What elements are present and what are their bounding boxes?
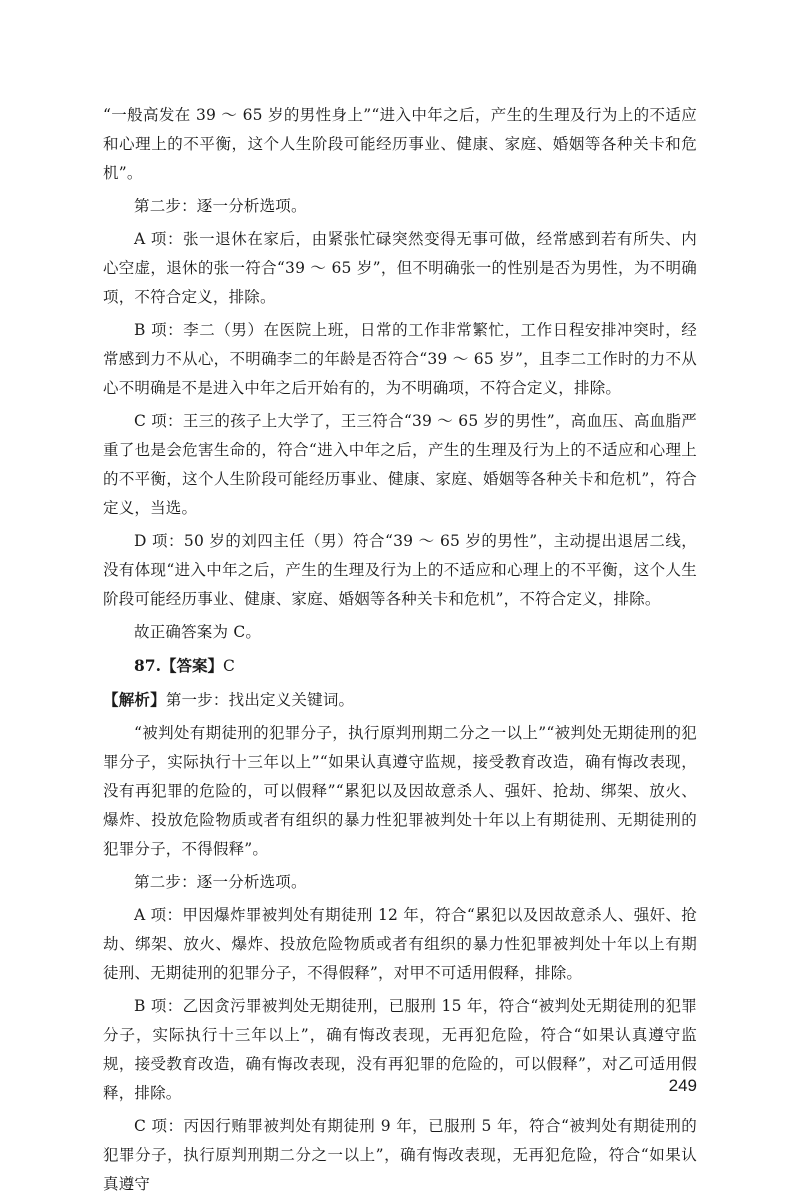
paragraph-parole-option-c: C 项：丙因行贿罪被判处有期徒刑 9 年，已服刑 5 年，符合“被判处有期徒刑的犯罪分子，执行原判刑期二分之一以上”，确有悔改表现，无再犯危险，符合“如果认真遵守 [103, 1117, 697, 1193]
analysis-text: 第一步：找出定义关键词。 [165, 691, 355, 709]
paragraph-parole-option-b: B 项：乙因贪污罪被判处无期徒刑，已服刑 15 年，符合“被判处无期徒刑的犯罪分子，实际执行十三年以上”，确有悔改表现，无再犯危险，符合“如果认真遵守监规，接受教育改造，确有悔改表现，没有再犯罪的危险的，可以假释”，对乙可适用假释，排除。 [103, 997, 697, 1102]
paragraph-parole-definition: “被判处有期徒刑的犯罪分子，执行原判刑期二分之一以上”“被判处无期徒刑的犯罪分子，实际执行十三年以上”“如果认真遵守监规，接受教育改造，确有悔改表现，没有再犯罪的危险的，可以假释”“累犯以及因故意杀人、强奸、抢劫、绑架、放火、爆炸、投放危险物质或者有组织的暴力性犯罪被判处十年以上有期徒刑、无期徒刑的犯罪分子，不得假释”。 [103, 724, 697, 858]
paragraph-step-two: 第二步：逐一分析选项。 [134, 197, 307, 215]
page-content [103, 101, 697, 1203]
paragraph-option-a: A 项：张一退休在家后，由紧张忙碌突然变得无事可做，经常感到若有所失、内心空虚，退休的张一符合“39 ～ 65 岁”，但不明确张一的性别是否为男性，为不明确项，不符合定义，排除。 [103, 230, 697, 306]
paragraph-option-c: C 项：王三的孩子上大学了，王三符合“39 ～ 65 岁的男性”，高血压、高血脂严重了也是会危害生命的，符合“进入中年之后，产生的生理及行为上的不适应和心理上的不平衡，这个人生阶段可能经历事业、健康、家庭、婚姻等各种关卡和危机”，符合定义，当选。 [103, 412, 697, 517]
paragraph-conclusion: 故正确答案为 C。 [134, 623, 262, 641]
analysis-87-heading [103, 685, 697, 715]
analysis-label: 【解析】 [103, 690, 166, 709]
paragraph-option-d: D 项：50 岁的刘四主任（男）符合“39 ～ 65 岁的男性”，主动提出退居二线，没有体现“进入中年之后，产生的生理及行为上的不适应和心理上的不平衡，这个人生阶段可能经历事业、健康、家庭、婚姻等各种关卡和危机”，不符合定义，排除。 [103, 532, 697, 608]
answer-87-heading [103, 651, 697, 681]
answer-label: 【答案】 [160, 656, 223, 675]
paragraph-definition-quote: “一般高发在 39 ～ 65 岁的男性身上”“进入中年之后，产生的生理及行为上的不适应和心理上的不平衡，这个人生阶段可能经历事业、健康、家庭、婚姻等各种关卡和危机”。 [103, 106, 697, 182]
paragraph-parole-option-a: A 项：甲因爆炸罪被判处有期徒刑 12 年，符合“累犯以及因故意杀人、强奸、抢劫、绑架、放火、爆炸、投放危险物质或者有组织的暴力性犯罪被判处十年以上有期徒刑、无期徒刑的犯罪分子，不得假释”，对甲不可适用假释，排除。 [103, 906, 697, 982]
paragraph-step-two-b: 第二步：逐一分析选项。 [134, 873, 307, 891]
paragraph-option-b: B 项：李二（男）在医院上班，日常的工作非常繁忙，工作日程安排冲突时，经常感到力不从心，不明确李二的年龄是否符合“39 ～ 65 岁”，且李二工作时的力不从心不明确是不是进入中年之后开始有的，为不明确项，不符合定义，排除。 [103, 321, 697, 397]
answer-value: C [222, 657, 235, 675]
page-number: 249 [668, 1076, 697, 1095]
answer-number: 87. [134, 656, 161, 675]
